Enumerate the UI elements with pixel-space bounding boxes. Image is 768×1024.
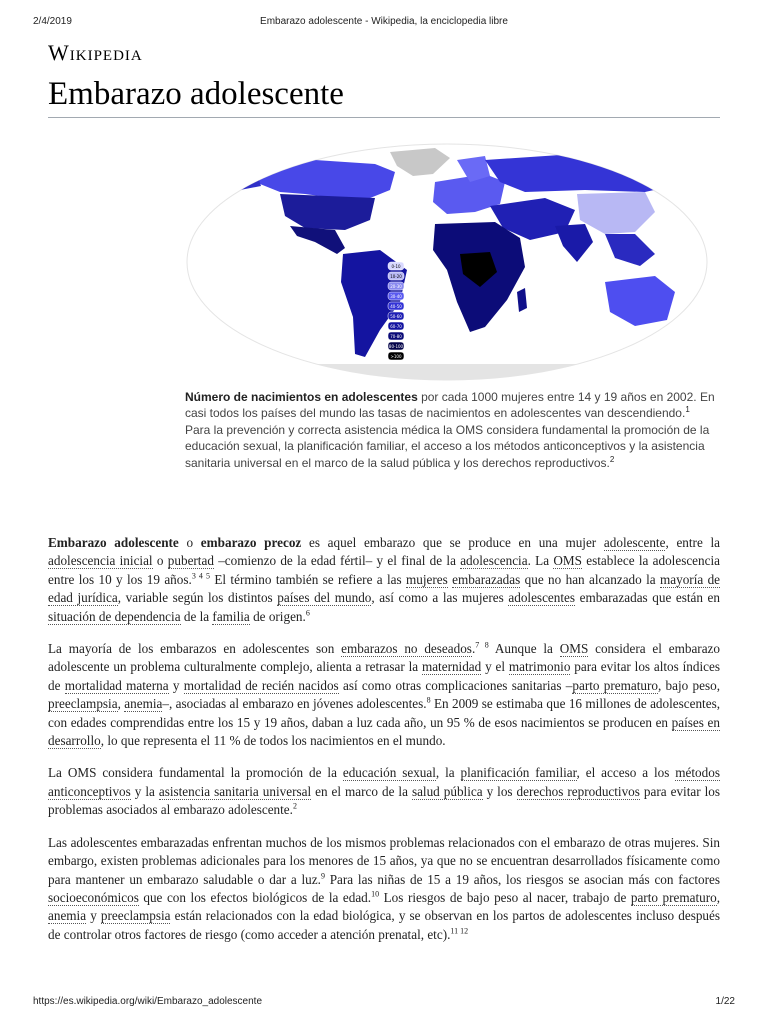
term-bold: Embarazo adolescente	[48, 535, 179, 550]
wiki-link[interactable]: asistencia sanitaria universal	[158, 783, 312, 799]
text: o	[152, 553, 168, 569]
text: en el marco de la	[311, 783, 412, 799]
citation-ref[interactable]: 11 12	[450, 926, 469, 936]
legend-label: 50-60	[390, 314, 402, 319]
page-title: Embarazo adolescente	[48, 76, 720, 118]
text: En 2009 se estimaba que 16 millones de adolescentes, con edades comprendidas entre los 15 y 19 años, daban a luz cada año, un 95 % de esos nacimientos se producen en	[48, 696, 721, 730]
paragraph	[48, 764, 720, 819]
world-map	[185, 142, 710, 382]
wiki-link[interactable]: embarazadas	[452, 571, 521, 587]
text: , el acceso a los	[576, 765, 676, 781]
text: La mayoría de los embarazos en adolescentes son	[48, 641, 342, 657]
wiki-link[interactable]: mortalidad de recién nacidos	[183, 677, 339, 693]
print-date: 2/4/2019	[33, 16, 72, 27]
legend-label: 20-30	[390, 284, 402, 289]
citation-ref[interactable]: 3 4 5	[191, 571, 210, 581]
map-caption	[185, 389, 715, 471]
legend-label: 80-100	[388, 344, 404, 349]
legend-label: >100	[390, 354, 402, 359]
text: que con los efectos biológicos de la edad.	[138, 889, 372, 905]
text: –comienzo de la edad fértil– y el final de la	[213, 553, 461, 569]
text: , lo que representa el 11 % de todos los nacimientos en el mundo.	[100, 733, 446, 749]
citation-ref[interactable]: 2	[292, 801, 297, 811]
russia-shape	[485, 152, 690, 192]
text: están relacionados con la edad biológica, y se observan en los partos de adolescentes incluso después de controlar otros factores de riesgo (como acceder a atención prenatal, etc).	[48, 908, 721, 942]
wiki-link[interactable]: situación de dependencia	[48, 608, 181, 624]
new-zealand-shape	[685, 316, 695, 336]
wiki-link[interactable]: mujeres	[406, 571, 448, 587]
print-url: https://es.wikipedia.org/wiki/Embarazo_adolescente	[33, 996, 263, 1007]
text: embarazadas que están en	[575, 590, 720, 606]
legend-label: 30-40	[390, 294, 402, 299]
wiki-link[interactable]: mayoría de edad jurídica	[48, 571, 721, 606]
print-footer	[33, 996, 735, 1010]
wiki-link[interactable]: embarazos no deseados	[341, 641, 472, 657]
article-body	[48, 534, 720, 958]
legend-label: 60-70	[390, 324, 402, 329]
wiki-link[interactable]: preeclampsia	[100, 908, 171, 924]
wiki-link[interactable]: adolescencia	[460, 553, 528, 569]
alaska-shape	[225, 168, 261, 190]
caption-bold: Número de nacimientos en adolescentes	[185, 390, 418, 404]
text: que no han alcanzado la	[520, 571, 660, 587]
text: . La	[527, 553, 554, 569]
wiki-link[interactable]: salud pública	[411, 783, 483, 799]
wiki-link[interactable]: socioeconómicos	[48, 889, 139, 905]
wiki-link[interactable]: matrimonio	[508, 659, 571, 675]
text: El término también se refiere a las	[209, 571, 407, 587]
caption-text: por cada 1000 mujeres entre 14 y 19 años en 2002. En casi todos los países del mundo las tasas de nacimientos en adolescentes van descendiendo.	[185, 390, 715, 421]
wiki-link[interactable]: planificación familiar	[460, 765, 577, 781]
paragraph	[48, 640, 720, 750]
text: considera el embarazo adolescente un problema culturalmente complejo, alienta a retrasar la	[48, 641, 720, 675]
wiki-link[interactable]: adolescentes	[508, 590, 576, 606]
text: , variable según los distintos	[117, 590, 278, 606]
text: , la	[435, 765, 461, 781]
wiki-link[interactable]: países en desarrollo	[48, 714, 720, 749]
text: establece la adolescencia entre los 10 y los 19 años.	[48, 553, 720, 587]
text: para evitar los altos índices de	[48, 659, 720, 693]
text: , así como a las mujeres	[371, 590, 509, 606]
wiki-link[interactable]: anemia	[48, 908, 87, 924]
wiki-link[interactable]: familia	[212, 608, 250, 624]
wiki-link[interactable]: anemia	[124, 696, 163, 712]
print-header	[33, 16, 735, 30]
citation-ref[interactable]: 9	[320, 871, 325, 881]
wiki-link[interactable]: mortalidad materna	[64, 677, 169, 693]
text: así como otras complicaciones sanitarias –	[338, 677, 573, 693]
text: .	[471, 641, 476, 657]
text: La OMS considera fundamental la promoción de la	[48, 765, 343, 781]
text: , bajo peso,	[657, 677, 721, 693]
text: para evitar los problemas asociados al embarazo adolescente.	[48, 783, 720, 818]
print-page-title: Embarazo adolescente - Wikipedia, la enciclopedia libre	[260, 16, 508, 27]
text: Para las niñas de 15 a 19 años, los riesgos se asocian más con factores	[324, 871, 721, 887]
text: Las adolescentes embarazadas enfrentan muchos de los mismos problemas relacionados con el embarazo de otras mujeres. Sin embargo, existen problemas adicionales para los menores de 15 años, ya que no se encuentran desarrollados físicamente como para mantener un embarazo saludable o dar a luz.	[48, 834, 720, 887]
text: ,	[117, 696, 125, 712]
wiki-link[interactable]: maternidad	[421, 659, 482, 675]
legend-label: 10-20	[390, 274, 402, 279]
wiki-link[interactable]: países del mundo	[277, 590, 372, 606]
text: y	[86, 908, 101, 924]
text: y	[168, 677, 184, 693]
text: o	[178, 535, 201, 550]
text: –, asociadas al embarazo en jóvenes adolescentes.	[162, 696, 427, 712]
citation-ref[interactable]: 6	[305, 608, 310, 618]
text: Los riesgos de bajo peso al nacer, trabajo de	[379, 889, 631, 905]
text: ,	[716, 889, 720, 905]
text: y el	[481, 659, 509, 675]
citation-ref[interactable]: 8	[426, 695, 431, 705]
legend-label: 40-50	[390, 304, 402, 309]
citation-ref[interactable]: 10	[371, 889, 380, 899]
citation-ref[interactable]: 7 8	[475, 640, 489, 650]
caption-ref[interactable]: 2	[609, 454, 615, 464]
text: , entre la	[665, 535, 721, 550]
text: Aunque la	[488, 641, 560, 657]
print-page-number: 1/22	[715, 996, 735, 1007]
text: y la	[130, 783, 159, 799]
wiki-link[interactable]: parto prematuro	[630, 889, 717, 905]
world-map-figure[interactable]	[185, 142, 710, 382]
text: de la	[180, 608, 213, 624]
legend-label: 0-10	[391, 264, 401, 269]
text: de origen.	[249, 608, 306, 624]
wiki-link[interactable]: pubertad	[167, 553, 214, 569]
term-bold: embarazo precoz	[200, 535, 302, 550]
wiki-link[interactable]: derechos reproductivos	[516, 783, 640, 799]
paragraph	[48, 834, 720, 944]
text: y los	[482, 783, 517, 799]
wiki-link[interactable]: adolescente	[603, 535, 666, 550]
paragraph	[48, 534, 720, 626]
wiki-link[interactable]: métodos anticonceptivos	[48, 765, 720, 799]
caption-ref[interactable]: 1	[685, 405, 690, 415]
legend-label: 70-80	[390, 334, 402, 339]
wiki-link[interactable]: preeclampsia	[48, 696, 118, 712]
text: es aquel embarazo que se produce en una mujer	[301, 535, 604, 550]
caption-text: Para la prevención y correcta asistencia médica la OMS considera fundamental la promoción de la educación sexual, la planificación familiar, el acceso a los métodos anticonceptivos y la asistencia sanitaria universal en el marco de la salud pública y los derechos reproductivos.	[185, 422, 710, 470]
antarctica-shape	[235, 364, 665, 382]
wiki-link[interactable]: OMS	[559, 641, 589, 657]
wiki-link[interactable]: educación sexual	[342, 765, 436, 781]
wikipedia-wordmark[interactable]: Wikipedia	[48, 40, 143, 65]
wiki-link[interactable]: parto prematuro	[572, 677, 658, 693]
wiki-link[interactable]: OMS	[553, 553, 582, 569]
wiki-link[interactable]: adolescencia inicial	[48, 553, 153, 569]
